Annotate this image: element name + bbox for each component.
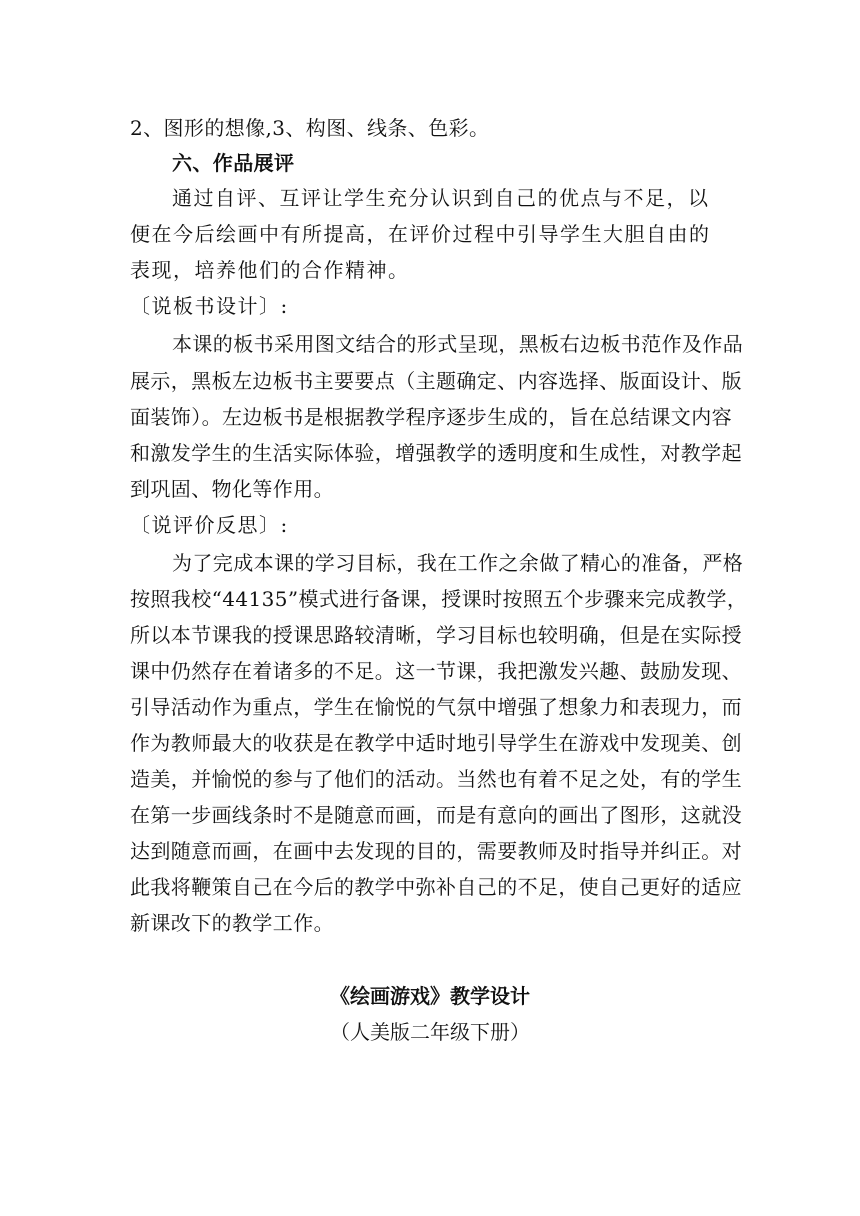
text-line: 所以本节课我的授课思路较清晰，学习目标也较明确，但是在实际授 — [130, 623, 742, 647]
text-line: 课中仍然存在着诸多的不足。这一节课，我把激发兴趣、鼓励发现、 — [130, 659, 742, 683]
text-line: 按照我校“44135”模式进行备课，授课时按照五个步骤来完成教学， — [130, 587, 748, 611]
text-line: 此我将鞭策自己在今后的教学中弥补自己的不足，使自己更好的适应 — [130, 875, 742, 899]
text-line: 为了完成本课的学习目标，我在工作之余做了精心的准备，严格 — [172, 551, 744, 575]
text-line: 本课的板书采用图文结合的形式呈现，黑板右边板书范作及作品 — [172, 332, 744, 356]
text-line: 2、图形的想像,3、构图、线条、色彩。 — [130, 116, 490, 140]
text-line: 作为教师最大的收获是在教学中适时地引导学生在游戏中发现美、创 — [130, 731, 742, 755]
document-subtitle: （人美版二年级下册） — [330, 1020, 530, 1044]
text-line: 通过自评、互评让学生充分认识到自己的优点与不足，以 — [172, 186, 710, 210]
text-line: 造美，并愉悦的参与了他们的活动。当然也有着不足之处，有的学生 — [130, 767, 742, 791]
document-title: 《绘画游戏》教学设计 — [330, 984, 530, 1008]
section-heading-works-review: 六、作品展评 — [172, 151, 295, 175]
text-line: 在第一步画线条时不是随意而画，而是有意向的画出了图形，这就没 — [130, 803, 742, 827]
section-heading-board-design: 〔说板书设计〕: — [130, 294, 289, 318]
text-line: 面装饰）。左边板书是根据教学程序逐步生成的，旨在总结课文内容 — [130, 405, 732, 429]
text-line: 便在今后绘画中有所提高，在评价过程中引导学生大胆自由的 — [130, 222, 711, 246]
text-line: 表现，培养他们的合作精神。 — [130, 258, 410, 282]
text-line: 到巩固、物化等作用。 — [130, 477, 334, 501]
text-line: 新课改下的教学工作。 — [130, 911, 334, 935]
text-line: 达到随意而画，在画中去发现的目的，需要教师及时指导并纠正。对 — [130, 839, 742, 863]
section-heading-reflection: 〔说评价反思〕: — [130, 513, 289, 537]
text-line: 引导活动作为重点，学生在愉悦的气氛中增强了想象力和表现力，而 — [130, 695, 742, 719]
text-line: 和激发学生的生活实际体验，增强教学的透明度和生成性，对教学起 — [130, 441, 742, 465]
text-line: 展示，黑板左边板书主要要点（主题确定、内容选择、版面设计、版 — [130, 369, 742, 393]
